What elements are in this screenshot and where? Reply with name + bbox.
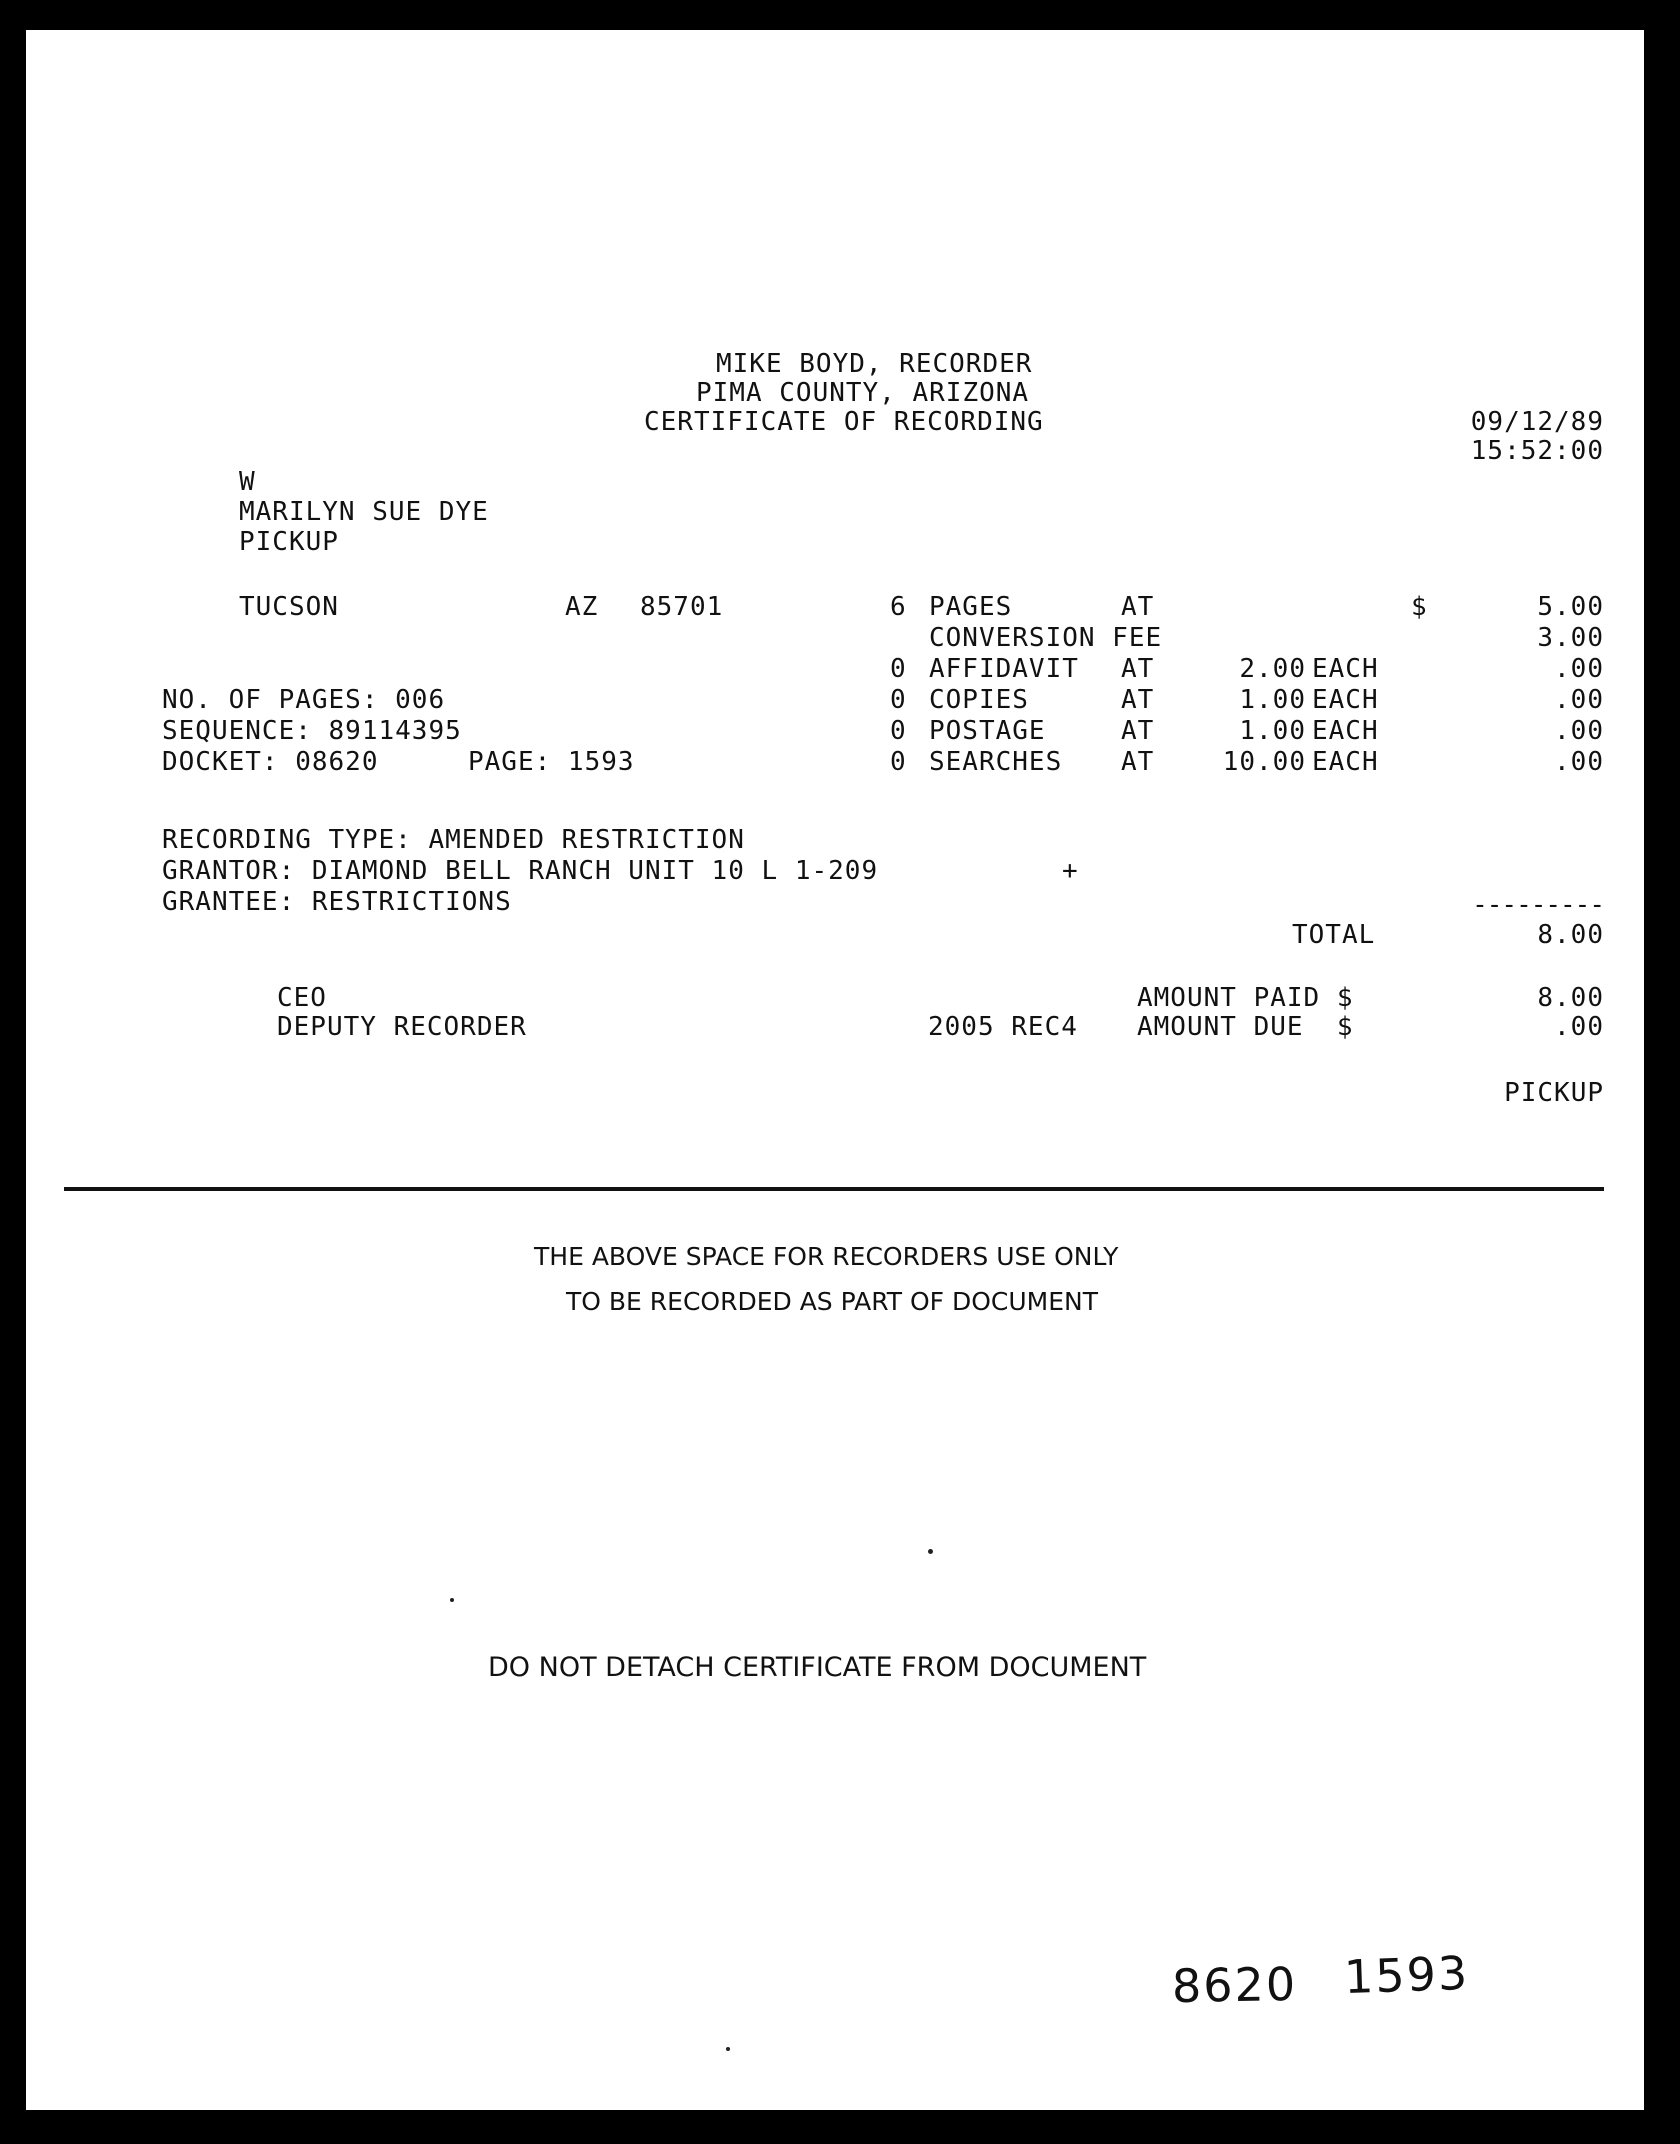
fee-item: COPIES [929,685,1029,715]
fee-rate: 1.00 [1239,716,1306,746]
sequence-number: SEQUENCE: 89114395 [162,716,462,746]
fee-at: AT [1121,747,1155,777]
amount-due: .00 [1554,1012,1604,1042]
fee-at: AT [1121,685,1155,715]
recorders-use-notice: THE ABOVE SPACE FOR RECORDERS USE ONLY [534,1242,1119,1271]
recording-time: 15:52:00 [1470,436,1604,466]
fee-at: AT [1121,654,1155,684]
fee-item: AFFIDAVIT [929,654,1079,684]
fee-qty: 0 [890,654,907,684]
number-of-pages: NO. OF PAGES: 006 [162,685,446,715]
fee-amount: 5.00 [1537,592,1604,622]
fee-each: EACH [1312,716,1379,746]
docket-page: PAGE: 1593 [468,747,635,777]
total-label: TOTAL [1292,920,1376,950]
recipient-zip: 85701 [640,592,724,622]
docket-number: DOCKET: 08620 [162,747,379,777]
recorder-name: MIKE BOYD, RECORDER [716,349,1033,379]
fee-at: AT [1121,592,1155,622]
pickup-label: PICKUP [1504,1078,1604,1108]
recording-date: 09/12/89 [1470,407,1604,437]
recording-certificate-page [26,30,1644,2110]
clerk-initials: CEO [277,983,327,1013]
handwritten-page: 1593 [1343,1945,1470,2005]
fee-rate: 2.00 [1239,654,1306,684]
fee-item: PAGES [929,592,1013,622]
section-divider [64,1187,1604,1191]
fee-each: EACH [1312,685,1379,715]
grantor-mark: + [1062,856,1079,886]
recipient-state: AZ [565,592,599,622]
fee-qty: 6 [890,592,907,622]
station-id: 2005 REC4 [928,1012,1078,1042]
recipient-city: TUCSON [239,592,339,622]
fee-qty: 0 [890,747,907,777]
recipient-delivery: PICKUP [239,527,339,557]
handwritten-docket: 8620 [1171,1956,1298,2014]
grantee: GRANTEE: RESTRICTIONS [162,887,512,917]
grantor: GRANTOR: DIAMOND BELL RANCH UNIT 10 L 1-209 [162,856,879,886]
clerk-title: DEPUTY RECORDER [277,1012,527,1042]
total-divider: --------- [1472,890,1604,920]
fee-rate: 1.00 [1239,685,1306,715]
amount-paid-label: AMOUNT PAID $ [1137,983,1354,1013]
fee-item: POSTAGE [929,716,1046,746]
fee-rate: 10.00 [1222,747,1306,777]
fee-each: EACH [1312,654,1379,684]
fee-item: CONVERSION FEE [929,623,1163,653]
recording-type: RECORDING TYPE: AMENDED RESTRICTION [162,825,745,855]
scan-speck [726,2047,730,2051]
record-as-part-notice: TO BE RECORDED AS PART OF DOCUMENT [566,1287,1098,1316]
certificate-title: CERTIFICATE OF RECORDING [644,407,1044,437]
amount-due-label: AMOUNT DUE $ [1137,1012,1354,1042]
total-amount: 8.00 [1537,920,1604,950]
do-not-detach-notice: DO NOT DETACH CERTIFICATE FROM DOCUMENT [488,1652,1147,1683]
fee-qty: 0 [890,685,907,715]
recipient-initial: W [239,467,256,497]
county-name: PIMA COUNTY, ARIZONA [696,378,1030,408]
fee-amount: .00 [1554,716,1604,746]
scan-speck [450,1598,454,1602]
amount-paid: 8.00 [1537,983,1604,1013]
fee-item: SEARCHES [929,747,1063,777]
fee-amount: .00 [1554,747,1604,777]
fee-at: AT [1121,716,1155,746]
scan-speck [928,1549,933,1554]
fee-amount: 3.00 [1537,623,1604,653]
fees-currency-symbol: $ [1411,592,1428,622]
fee-amount: .00 [1554,654,1604,684]
fee-amount: .00 [1554,685,1604,715]
recipient-name: MARILYN SUE DYE [239,497,489,527]
fee-each: EACH [1312,747,1379,777]
fee-qty: 0 [890,716,907,746]
